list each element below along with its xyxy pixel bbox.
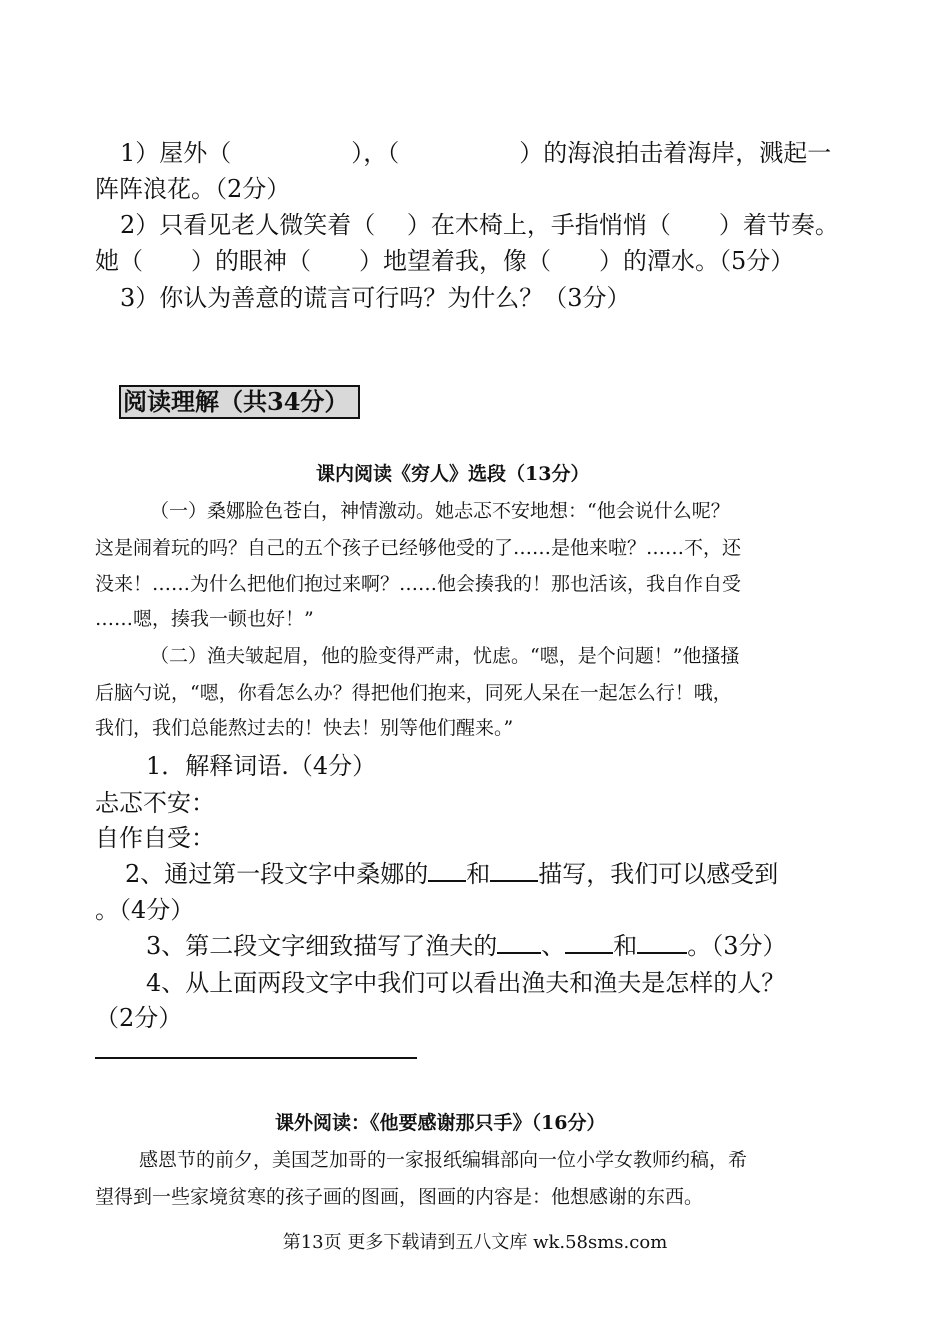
question-2-line-1: 2）只看见老人微笑着（ ）在木椅上，手指悄悄（ ）着节奏。 bbox=[120, 211, 839, 239]
reading-2-title: 课外阅读：《他要感谢那只手》（16分） bbox=[275, 1112, 606, 1134]
passage-2-line-2: 后脑勺说，“嗯，你看怎么办？得把他们抱来，同死人呆在一起怎么行！哦， bbox=[95, 682, 732, 704]
reading-2-line-1: 感恩节的前夕，美国芝加哥的一家报纸编辑部向一位小学女教师约稿，希 bbox=[139, 1149, 748, 1171]
passage-2-line-3: 我们，我们总能熬过去的！快去！别等他们醒来。” bbox=[95, 717, 514, 739]
question-3: 3）你认为善意的谎言可行吗？为什么？（3分） bbox=[120, 284, 631, 312]
reading-2-line-2: 望得到一些家境贫寒的孩子画的图画，图画的内容是：他想感谢的东西。 bbox=[95, 1186, 704, 1208]
question-1-line-1: 1）屋外（ ），（ ）的海浪拍击着海岸，溅起一 bbox=[120, 139, 832, 167]
q3-part-c: 和 bbox=[613, 932, 638, 960]
reading-1-question-4-line-1: 4、从上面两段文字中我们可以看出渔夫和渔夫是怎样的人？ bbox=[146, 969, 786, 997]
blank-1[interactable] bbox=[428, 860, 466, 882]
passage-2-line-1: （二）渔夫皱起眉，他的脸变得严肃，忧虑。“嗯，是个问题！”他搔搔 bbox=[150, 645, 740, 667]
blank-2[interactable] bbox=[490, 860, 538, 882]
q3-part-d: 。（3分） bbox=[687, 932, 787, 960]
reading-1-question-2-line-1 bbox=[125, 854, 778, 889]
reading-1-question-1: 1．解释词语.（4分） bbox=[146, 752, 377, 780]
passage-1-line-3: 没来！……为什么把他们抱过来啊？……他会揍我的！那也活该，我自作自受 bbox=[95, 573, 742, 595]
q3-part-a: 3、第二段文字细致描写了渔夫的 bbox=[146, 932, 498, 960]
blank-4[interactable] bbox=[565, 932, 613, 954]
term-1: 忐忑不安： bbox=[95, 789, 215, 817]
section-header: 阅读理解（共34分） bbox=[119, 385, 360, 419]
answer-line[interactable] bbox=[95, 1057, 417, 1059]
q3-part-b: 、 bbox=[541, 932, 566, 960]
blank-3[interactable] bbox=[497, 932, 541, 954]
term-2: 自作自受： bbox=[95, 824, 215, 852]
question-1-line-2: 阵阵浪花。（2分） bbox=[95, 175, 291, 203]
question-2-line-2: 她（ ）的眼神（ ）地望着我，像（ ）的潭水。（5分） bbox=[95, 247, 795, 275]
q2-part-c: 描写，我们可以感受到 bbox=[538, 860, 779, 888]
page-footer: 第13页 更多下载请到五八文库 wk.58sms.com bbox=[282, 1232, 668, 1253]
q2-part-b: 和 bbox=[466, 860, 491, 888]
reading-1-question-4-line-2: （2分） bbox=[95, 1004, 183, 1032]
passage-1-line-2: 这是闹着玩的吗？自己的五个孩子已经够他受的了……是他来啦？……不，还 bbox=[95, 537, 742, 559]
blank-5[interactable] bbox=[637, 932, 687, 954]
reading-1-title: 课内阅读《穷人》选段（13分） bbox=[316, 463, 590, 485]
passage-1-line-4: ……嗯，揍我一顿也好！” bbox=[95, 608, 314, 630]
q2-part-a: 2、通过第一段文字中桑娜的 bbox=[125, 860, 429, 888]
passage-1-line-1: （一）桑娜脸色苍白，神情激动。她忐忑不安地想：“他会说什么呢？ bbox=[150, 500, 730, 522]
reading-1-question-2-line-2: 。（4分） bbox=[95, 896, 195, 924]
reading-1-question-3 bbox=[146, 926, 787, 961]
